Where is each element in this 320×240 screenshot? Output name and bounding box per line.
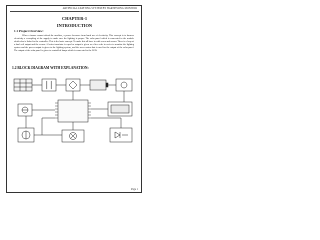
sensor-block [18,104,32,116]
motor-block [18,128,34,142]
relay-block [116,79,132,91]
document-page [0,0,149,198]
section-heading-block-diagram: 1.2 BLOCK DIAGRAM WITH EXPLANATION: [12,66,89,70]
project-overview-paragraph: When a farmer cannot afford the machine, a power becomes from hand use of electricity. This concept is to harness electricity a recoupling of the supply to make sure the lighting is proper. The solar panel which is connected to the module which also is linked to the controller. This is the basic concept. To make this all have in with servo and sensor. There is a loop of a dual coil output and the sensor. A better transistor is equal or output is given as a line code in series to monitor the lighting system and the power output is given to the lighting system, and the servo motor that is used for the output of the solar panel. The output of the solar panel is given to controlled lamps which is connected to the LED. [14,33,134,52]
lcd-block [108,102,132,116]
driver-block [110,128,132,142]
block-diagram [12,76,137,148]
section-heading-project-overview: 1.1 Project Overview: [14,29,44,33]
running-header: ARTIFICIAL LIGHTING SYSTEM BY HARNESSING MONITOR [62,7,137,10]
solar-panel-block [14,79,32,91]
transformer-block [42,79,56,91]
page-number: Page 1 [131,188,138,191]
rectifier-block [66,79,80,91]
battery-block [90,80,108,90]
microcontroller-block [55,100,91,122]
chapter-number: CHAPTER-1 [61,16,88,21]
lamp-block [62,130,84,142]
header-rule [10,11,139,12]
chapter-title: INTRODUCTION [56,23,93,28]
